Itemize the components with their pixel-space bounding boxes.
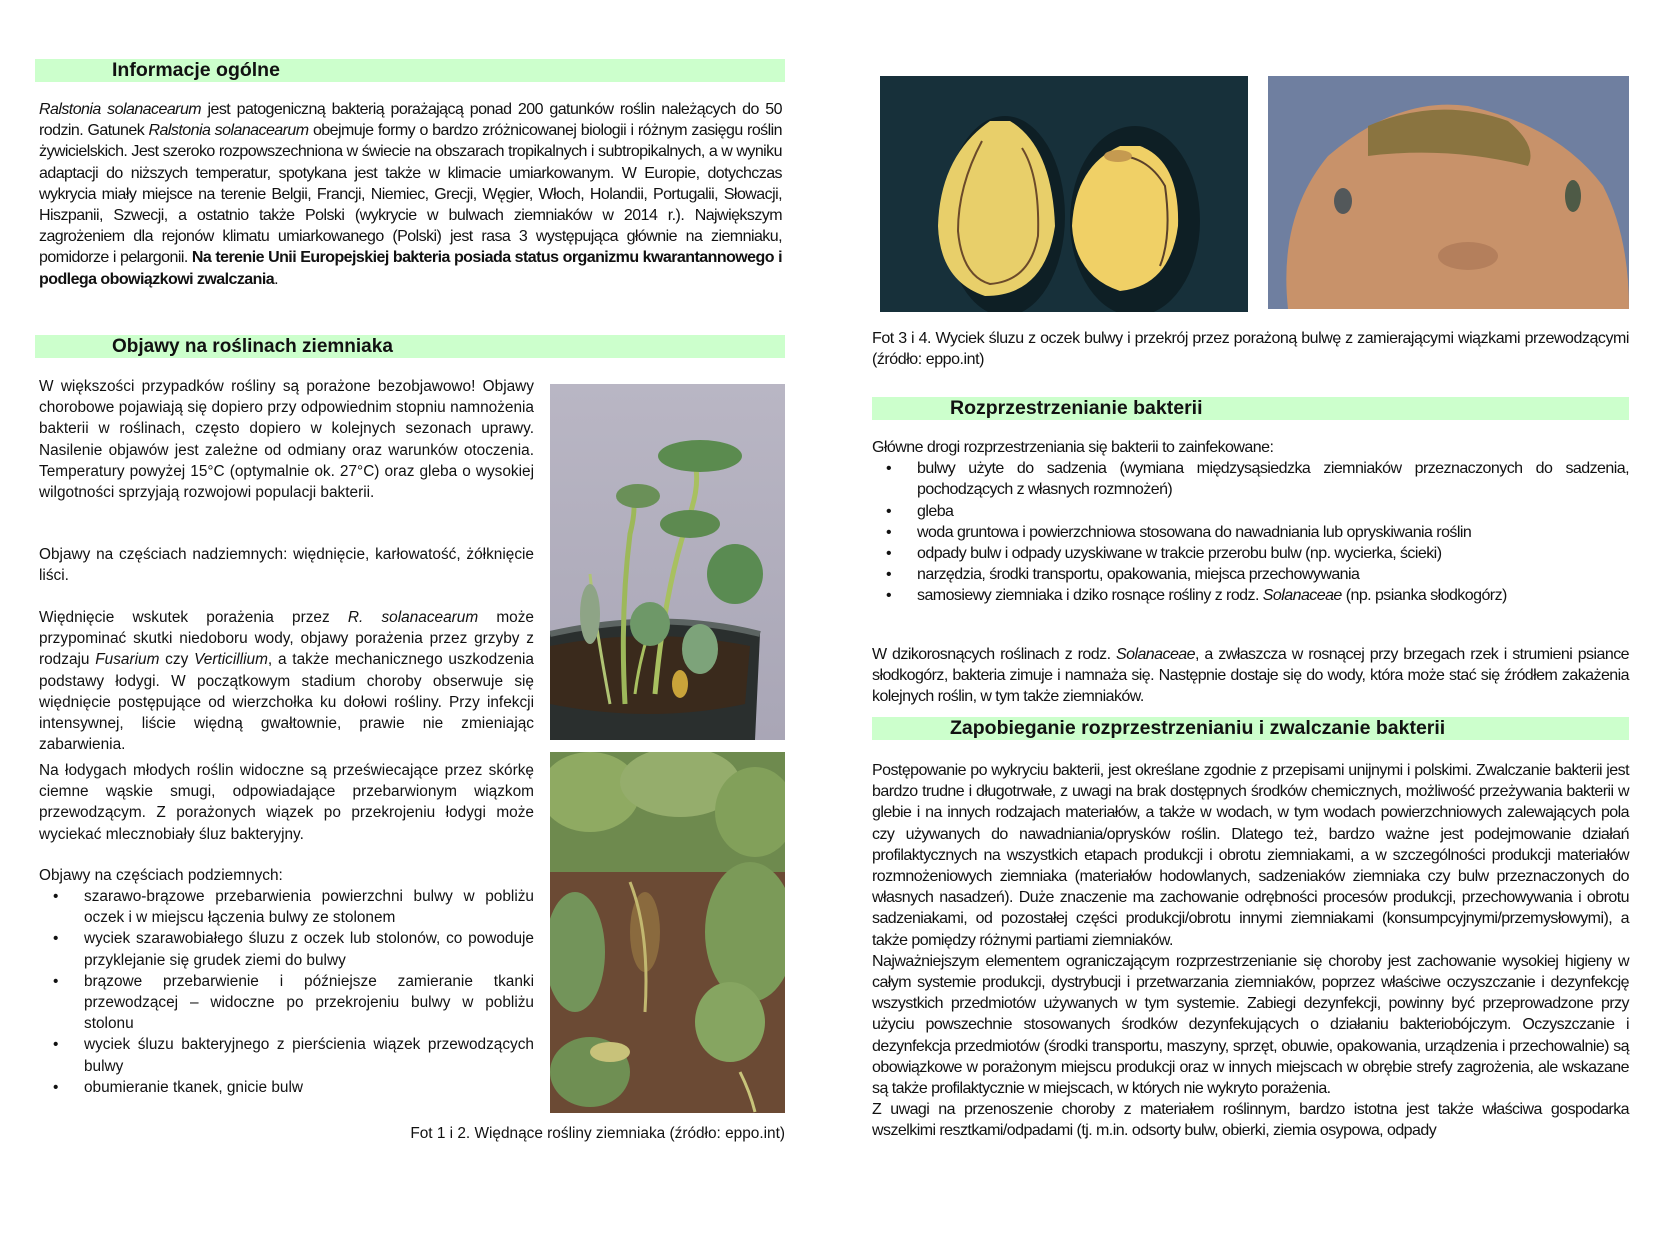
- list-item: [872, 543, 1629, 564]
- underground-symptoms-list: [39, 886, 534, 1098]
- list-item: • szarawo-brązowe przebarwienia powierzchni bulwy w pobliżu oczek i w miejscu łączenia bulwy ze stolonem: [39, 886, 534, 928]
- text-run: .: [274, 270, 279, 288]
- text-run: jest patogeniczną bakterią porażającą ponad 200 gatunków roślin należących do 50 rodzin. Gatunek: [39, 101, 782, 140]
- text-run: Verticillium: [194, 651, 268, 669]
- text-run: , a zwłaszcza w rosnącej przy brzegach rzek i strumieni psiance słodkogórz, bakteria zimuje i namnaża się. Następnie dostaje się do wody, która może stać się źródłem zakażenia kolejnych roślin, w tym także ziemniaków.: [872, 646, 1629, 706]
- symptoms-paragraph-underground: [39, 865, 534, 886]
- text-run: W większości przypadków rośliny są porażone bezobjawowo! Objawy chorobowe pojawiają się dopiero przy odpowiednim stopniu namnożenia bakterii w roślinach, często dopiero w kolejnych sezonach uprawy. Nasilenie objawów jest zależne od odmiany oraz warunków otoczenia. Temperatury powyżej 15°C (optymalnie ok. 27°C) oraz gleba o wysokiej wilgotności sprzyjają rozwojowi populacji bakterii.: [39, 378, 534, 502]
- text-run: czy: [159, 651, 195, 669]
- text-run: może przypominać skutki niedoboru wody, objawy porażenia przez grzyby z rodzaju: [39, 609, 534, 669]
- photo-tuber-surface: [1268, 76, 1629, 309]
- prevention-paragraph-3: Z uwagi na przenoszenie choroby z materiałem roślinnym, bardzo istotna jest także właściwa gospodarka wszelkimi resztkami/odpadami (tj. m.in. odsorty bulw, obierki, ziemia osypowa, odpady: [872, 1101, 1629, 1140]
- photo-cut-tuber: [880, 76, 1248, 312]
- text-run: Solanaceae: [1115, 646, 1195, 663]
- text-run: Fusarium: [95, 651, 160, 669]
- text-run: Solanaceae: [1262, 587, 1342, 605]
- spread-section: [872, 437, 1629, 607]
- text-run: Ralstonia solanacearum: [148, 122, 309, 140]
- text-run: W dzikorosnących roślinach z rodz.: [872, 646, 1116, 663]
- prevention-section: [872, 760, 1629, 1142]
- prevention-paragraph-2: Najważniejszym elementem ograniczającym rozprzestrzenianie się choroby jest zachowanie wysokiej higieny w całym systemie produkcji, dystrybucji i przetwarzania ziemniaków, poprzez właściwe oczyszczanie i dezynfekcję wszystkich przedmiotów używanych w tym systemie. Zabiegi dezynfekcji, powinny być przeprowadzone przy użyciu powszechnie stosowanych środków dezynfekujących o działaniu bakteriobójczym. Oczyszczanie i dezynfekcja przedmiotów (środki transportu, maszyny, sprzęt, obuwie, opakowania, urządzenia i przechowalnie) są obowiązkowe w porażonym miejscu produkcji oraz w innych miejscach w obrębie strefy zagrożenia, ale wskazane są także profilaktycznie w miejscach, w których nie wykryto porażenia.: [872, 952, 1629, 1098]
- text-run: (np. psianka słodkogórz): [1341, 587, 1507, 605]
- text-run: odpady bulw i odpady uzyskiwane w trakcie przerobu bulw (np. wycierka, ścieki): [917, 545, 1442, 563]
- spread-routes-list: [872, 458, 1629, 606]
- prevention-paragraph-1: Postępowanie po wykryciu bakterii, jest określane zgodnie z przepisami unijnymi i polskimi. Zwalczanie bakterii jest bardzo trudne i długotrwałe, z uwagi na brak dostępnych środków chemicznych, możliwość przeżywania bakterii w glebie i na innych rodzajach materiałów, a także w wodach, w tym wodach powierzchniowych zalewających pola czy używanych do nawadniania/oprysków roślin. Dlatego też, bardzo ważne jest podejmowanie działań profilaktycznych na wszystkich etapach produkcji i obrotu ziemniakami, a w szczególności produkcji materiałów rozmnożeniowych ziemniaka (materiałów hodowlanych, sadzeniaków ziemniaka czy bulw przeznaczonych do własnych nasadzeń). Duże znaczenie ma zachowanie odrębności procesów produkcji, przechowywania i obrotu sadzeniakami, od pozostałej części produkcji/obrotu innymi ziemniakami (konsumpcyjnymi/przemysłowymi), a także pomiędzy różnymi partiami ziemniaków.: [872, 762, 1629, 949]
- text-run: gleba: [917, 502, 954, 520]
- text-run: Ralstonia solanacearum: [39, 101, 202, 118]
- symptoms-paragraph-aboveground: [39, 544, 534, 586]
- list-item: • wyciek śluzu bakteryjnego z pierścienia wiązek przewodzących bulwy: [39, 1034, 534, 1076]
- symptoms-paragraph-1: [39, 376, 534, 503]
- underground-symptoms-bullets: [39, 886, 534, 1098]
- list-item: [872, 458, 1629, 500]
- tuber-surface-image: [1268, 76, 1629, 309]
- general-info-paragraph: [39, 99, 782, 290]
- text-run: Na łodygach młodych roślin widoczne są przeświecające przez skórkę ciemne wąskie smugi, odpowiadające przebarwionym wiązkom przewodzącym. Z porażonych wiązek po przekrojeniu łodygi może wyciekać mlecznobiały śluz bakteryjny.: [39, 762, 534, 843]
- list-item: [872, 522, 1629, 543]
- heading-prevention: Zapobieganie rozprzestrzenianiu i zwalczanie bakterii: [950, 717, 1446, 739]
- section-heading-bar: [35, 335, 785, 358]
- text-run: Objawy na częściach nadziemnych: więdnięcie, karłowatość, żółknięcie liści.: [39, 546, 534, 585]
- list-item: • obumieranie tkanek, gnicie bulw: [39, 1077, 534, 1098]
- heading-general-info: Informacje ogólne: [112, 59, 280, 81]
- photos-1-2-caption: Fot 1 i 2. Więdnące rośliny ziemniaka (źródło: eppo.int): [410, 1125, 785, 1142]
- symptoms-paragraph-wilting: [39, 607, 534, 755]
- text-run: bulwy użyte do sadzenia (wymiana międzysąsiedzka ziemniaków przeznaczonych do sadzenia, pochodzących z własnych rozmnożeń): [917, 460, 1629, 499]
- list-item: • brązowe przebarwienie i późniejsze zamieranie tkanki przewodzącej – widoczne po przekrojeniu bulwy w pobliżu stolonu: [39, 971, 534, 1035]
- heading-symptoms: Objawy na roślinach ziemniaka: [112, 336, 393, 357]
- text-run: woda gruntowa i powierzchniowa stosowana do nawadniania lub opryskiwania roślin: [917, 523, 1472, 541]
- text-run: obejmuje formy o bardzo zróżnicowanej biologii i różnym zasięgu roślin żywicielskich. Jest szeroko rozpowszechniona w świecie na obszarach tropikalnych i subtropikalnych, a w wyniku adaptacji do niższych temperatur, spotykana jest także w klimacie umiarkowanym. W Europie, dotychczas wykrycia miały miejsce na terenie Belgii, Francji, Niemiec, Grecji, Węgier, Włoch, Holandii, Portugalii, Słowacji, Hiszpanii, Szwecji, a ostatnio także Polski (wykrycie w bulwach ziemniaków w 2014 r.). Największym zagrożeniem dla rejonów klimatu umiarkowanego (Polski) jest rasa 3 występująca głównie na ziemniaku, pomidorze i pelargonii.: [39, 122, 782, 267]
- photos-3-4-caption: Fot 3 i 4. Wyciek śluzu z oczek bulwy i przekrój przez porażoną bulwę z zamierającymi wiązkami przewodzącymi (źródło: eppo.int): [872, 330, 1629, 369]
- text-run: Więdnięcie wskutek porażenia przez: [39, 609, 348, 626]
- text-run: narzędzia, środki transportu, opakowania, miejsca przechowywania: [917, 566, 1360, 584]
- text-run: , a także mechanicznego uszkodzenia podstawy łodygi. W początkowym stadium choroby obserwuje się więdnięcie postępujące od wierzchołka ku dołowi rośliny. Przy infekcji intensywnej, liście więdną gwałtownie, prawie nie zmieniając zabarwienia.: [39, 651, 534, 754]
- section-heading-bar: [35, 59, 785, 82]
- spread-intro: Główne drogi rozprzestrzeniania się bakterii to zainfekowane:: [872, 439, 1274, 456]
- text-run: samosiewy ziemniaka i dziko rosnące rośliny z rodz.: [917, 587, 1263, 605]
- wilting-plants-field-image: [550, 752, 785, 1113]
- section-heading-bar: [872, 717, 1629, 740]
- list-item: [872, 501, 1629, 522]
- photo-wilting-plants-field: [550, 752, 785, 1113]
- cut-tuber-halves-image: [880, 76, 1248, 312]
- list-item: [872, 585, 1629, 606]
- heading-spread: Rozprzestrzenianie bakterii: [950, 397, 1203, 419]
- list-item: • wyciek szarawobiałego śluzu z oczek lub stolonów, co powoduje przyklejanie się grudek ziemi do bulwy: [39, 928, 534, 970]
- symptoms-paragraph-stems: [39, 760, 534, 845]
- text-run: R. solanacearum: [347, 609, 479, 626]
- text-run: Objawy na częściach podziemnych:: [39, 867, 283, 884]
- list-item: [872, 564, 1629, 585]
- wild-hosts-paragraph: [872, 644, 1629, 708]
- text-run: Na terenie Unii Europejskiej bakteria posiada status organizmu kwarantannowego i podlega obowiązkowi zwalczania: [39, 249, 782, 288]
- photo-wilting-plant-pot: [550, 384, 785, 740]
- wilting-plant-pot-image: [550, 384, 785, 740]
- section-heading-bar: [872, 397, 1629, 420]
